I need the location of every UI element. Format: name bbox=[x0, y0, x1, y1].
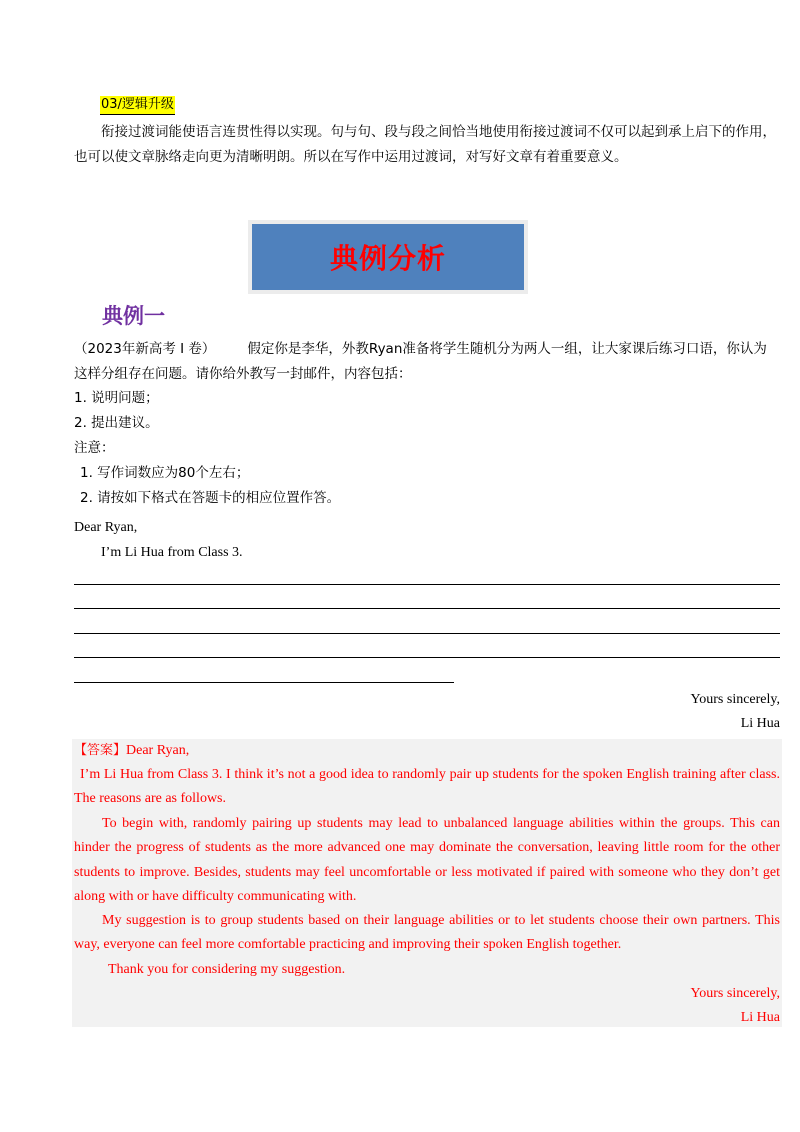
point-2: 2. 提出建议。 bbox=[74, 415, 159, 431]
answer-closing: Yours sincerely, bbox=[690, 986, 780, 1001]
intro-paragraph: 衔接过渡词能使语言连贯性得以实现。句与句、段与段之间恰当地使用衔接过渡词不仅可以起到承上启下的作用，也可以使文章脉络走向更为清晰明朗。所以在写作中运用过渡词，对写好文章有着重要意义。 bbox=[74, 124, 776, 165]
letter-opening: I’m Li Hua from Class 3. bbox=[101, 545, 243, 560]
answer-paragraph-1: I’m Li Hua from Class 3. I think it’s not a good idea to randomly pair up students for the spoken English training after class. The reasons are as follows. bbox=[74, 767, 780, 807]
answer-line bbox=[74, 657, 780, 658]
example-title: 典例一 bbox=[102, 304, 165, 328]
task-text: 假定你是李华，外教Ryan准备将学生随机分为两人一组，让大家课后练习口语，你认为这样分组存在问题。请你给外教写一封邮件，内容包括： bbox=[74, 341, 767, 382]
section-tag: 03/逻辑升级 bbox=[100, 96, 175, 115]
answer-header bbox=[74, 739, 780, 763]
task-prompt bbox=[74, 337, 780, 387]
answer-paragraph-3: My suggestion is to group students based on their language abilities or to let students choose their own partners. This way, everyone can feel more comfortable practicing and improving their spoken English together. bbox=[74, 913, 780, 953]
answer-label: 【答案】 bbox=[74, 743, 127, 758]
note-label: 注意： bbox=[74, 440, 115, 456]
answer-line bbox=[74, 633, 780, 634]
banner-box bbox=[252, 224, 524, 290]
answer-paragraph-2: To begin with, randomly pairing up students may lead to unbalanced language abilities within the groups. This can hinder the progress of students as the more advanced one may dominate the conversation, leaving little room for the other students to improve. Besides, students may feel uncomfortable or less motivated if paired with someone who they don’t get along with or have difficulty communicating with. bbox=[74, 816, 780, 905]
letter-greeting: Dear Ryan, bbox=[74, 520, 138, 535]
section-banner bbox=[248, 220, 528, 294]
note-2: 2. 请按如下格式在答题卡的相应位置作答。 bbox=[80, 490, 341, 506]
point-1: 1. 说明问题； bbox=[74, 390, 159, 406]
letter-name: Li Hua bbox=[740, 716, 780, 731]
banner-title: 典例分析 bbox=[329, 242, 446, 275]
answer-line bbox=[74, 584, 780, 585]
note-1: 1. 写作词数应为80个左右； bbox=[80, 465, 250, 481]
answer-paragraph-4: Thank you for considering my suggestion. bbox=[108, 962, 346, 977]
answer-greeting: Dear Ryan, bbox=[126, 743, 190, 758]
answer-name: Li Hua bbox=[740, 1010, 780, 1025]
letter-closing: Yours sincerely, bbox=[690, 692, 780, 707]
answer-line bbox=[74, 608, 780, 609]
task-source: （2023年新高考 I 卷） bbox=[74, 341, 216, 357]
answer-line bbox=[74, 682, 454, 683]
